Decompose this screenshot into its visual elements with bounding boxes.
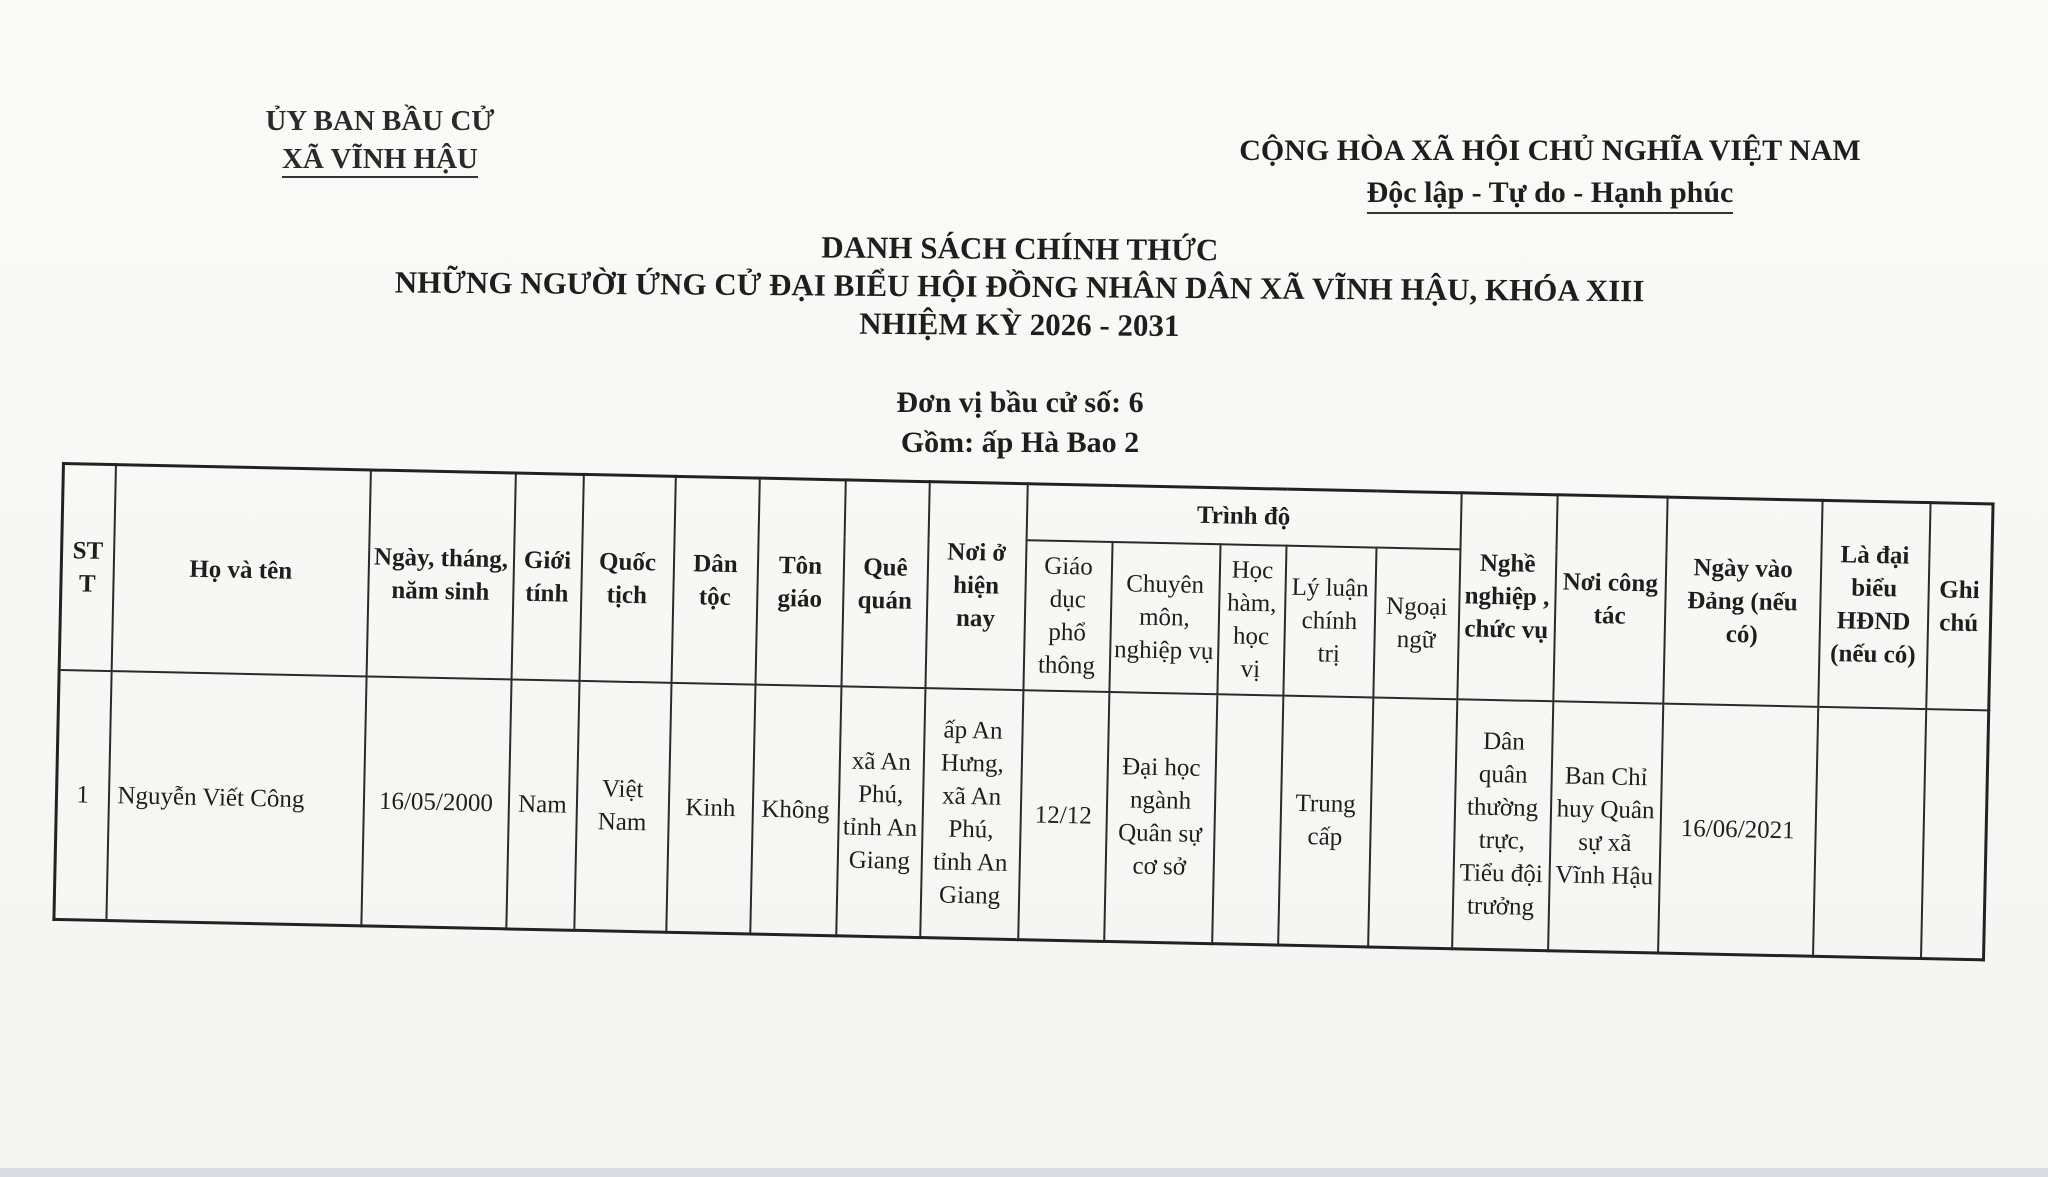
cell-dob: 16/05/2000 <box>361 676 511 929</box>
header-residence: Nơi ở hiện nay <box>925 482 1027 690</box>
header-occupation: Nghề nghiệp , chức vụ <box>1457 493 1557 701</box>
document-title <box>319 225 1720 349</box>
header-nationality: Quốc tịch <box>579 474 675 682</box>
cell-workplace: Ban Chỉ huy Quân sự xã Vĩnh Hậu <box>1548 701 1663 953</box>
cell-ethnicity: Kinh <box>666 682 755 934</box>
electoral-unit-number: Đơn vị bầu cử số: 6 <box>896 386 1144 419</box>
header-academic: Học hàm, học vị <box>1217 544 1286 695</box>
cell-residence: ấp An Hưng, xã An Phú, tỉnh An Giang <box>920 688 1023 940</box>
electoral-unit <box>820 383 1220 463</box>
header-language: Ngoại ngữ <box>1373 547 1460 699</box>
country-name: CỘNG HÒA XÃ HỘI CHỦ NGHĨA VIỆT NAM <box>1239 134 1861 167</box>
header-stt: ST T <box>59 464 115 671</box>
header-delegate: Là đại biểu HĐND (nếu có) <box>1818 500 1930 708</box>
issuing-body-header <box>230 102 530 178</box>
title-line3: NHIỆM KỲ 2026 - 2031 <box>859 305 1180 344</box>
cell-stt: 1 <box>54 669 111 920</box>
title-line2: NHỮNG NGƯỜI ỨNG CỬ ĐẠI BIỂU HỘI ĐỒNG NHÂN DÂN XÃ VĨNH HẬU, KHÓA XIII <box>394 264 1645 309</box>
header-name: Họ và tên <box>111 465 370 676</box>
header-political: Lý luận chính trị <box>1283 545 1376 697</box>
header-hometown: Quê quán <box>841 480 929 688</box>
header-dob: Ngày, tháng, năm sinh <box>366 470 515 679</box>
issuing-body-line2: XÃ VĨNH HẬU <box>282 142 478 178</box>
table-row <box>54 669 1989 959</box>
header-ethnicity: Dân tộc <box>671 476 759 684</box>
electoral-unit-area: Gồm: ấp Hà Bao 2 <box>900 426 1140 459</box>
cell-occupation: Dân quân thường trực, Tiểu đội trưởng <box>1452 699 1553 951</box>
cell-language <box>1368 697 1457 949</box>
cell-religion: Không <box>750 684 841 936</box>
header-religion: Tôn giáo <box>755 478 845 686</box>
cell-political: Trung cấp <box>1278 695 1373 947</box>
title-line1: DANH SÁCH CHÍNH THỨC <box>821 229 1219 268</box>
cell-party-date: 16/06/2021 <box>1658 703 1818 956</box>
candidate-table <box>52 462 1994 961</box>
header-party-date: Ngày vào Đảng (nếu có) <box>1663 497 1822 706</box>
cell-gender: Nam <box>506 679 579 930</box>
cell-note <box>1921 709 1989 960</box>
header-gender: Giới tính <box>511 473 583 680</box>
header-specialty: Chuyên môn, nghiệp vụ <box>1109 542 1220 694</box>
candidate-table-wrapper <box>52 462 1991 961</box>
cell-hometown: xã An Phú, tỉnh An Giang <box>836 686 925 938</box>
header-education-group: Trình độ <box>1026 484 1461 549</box>
cell-academic <box>1212 694 1283 945</box>
header-workplace: Nơi công tác <box>1553 495 1667 703</box>
bottom-edge-strip <box>0 1168 2048 1177</box>
issuing-body-line1: ỦY BAN BẦU CỬ <box>265 105 495 137</box>
cell-name: Nguyễn Viết Công <box>106 671 366 926</box>
national-motto: Độc lập - Tự do - Hạnh phúc <box>1367 174 1734 214</box>
header-general-edu: Giáo dục phổ thông <box>1023 540 1112 692</box>
header-note: Ghi chú <box>1926 503 1993 710</box>
national-header <box>1210 130 1890 214</box>
cell-delegate <box>1813 706 1926 958</box>
cell-specialty: Đại học ngành Quân sự cơ sở <box>1104 691 1217 943</box>
cell-nationality: Việt Nam <box>574 680 671 932</box>
cell-general-edu: 12/12 <box>1018 690 1109 942</box>
